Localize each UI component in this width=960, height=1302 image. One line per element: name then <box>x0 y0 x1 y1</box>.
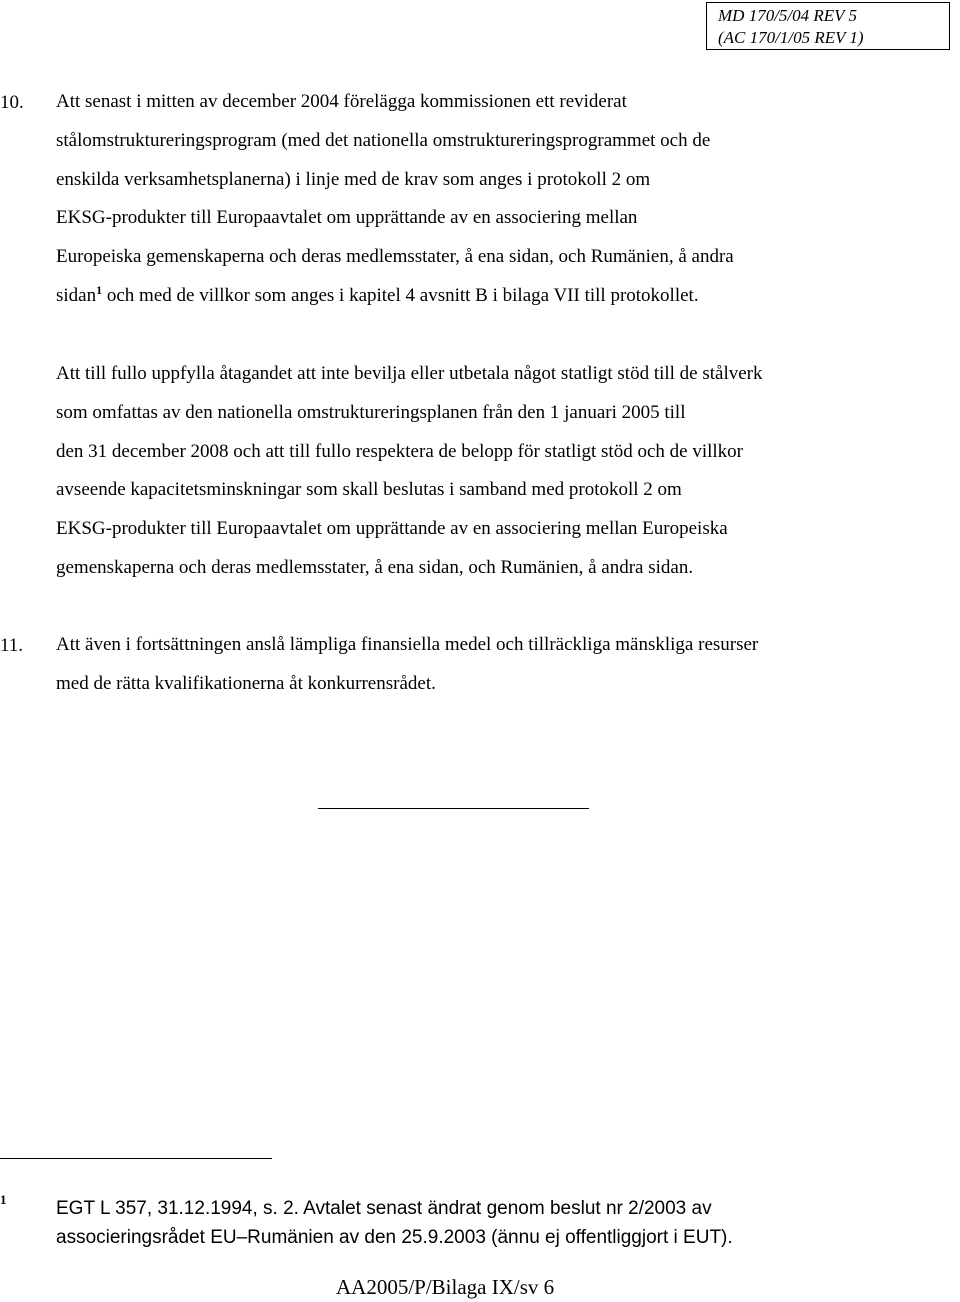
text-line: gemenskaperna och deras medlemsstater, å ena sidan, och Rumänien, å andra sidan. <box>56 556 694 578</box>
footnote-text <box>56 1194 936 1252</box>
section-end-rule <box>318 808 589 809</box>
text-line: avseende kapacitetsminskningar som skall beslutas i samband med protokoll 2 om <box>56 479 682 501</box>
footnote-line-1: EGT L 357, 31.12.1994, s. 2. Avtalet senast ändrat genom beslut nr 2/2003 av <box>56 1198 712 1219</box>
item-11-paragraph <box>56 626 936 704</box>
text-line: stålomstruktureringsprogram (med det nationella omstruktureringsprogrammet och de <box>56 129 711 151</box>
text-fragment: sidan <box>56 284 97 306</box>
document-reference-box <box>706 2 950 50</box>
footnote-line-2: associeringsrådet EU–Rumänien av den 25.9.2003 (ännu ej offentliggjort i EUT). <box>56 1227 733 1248</box>
text-line: Att även i fortsättningen anslå lämpliga finansiella medel och tillräckliga mänskliga resurser <box>56 634 759 655</box>
reference-line-1: MD 170/5/04 REV 5 <box>718 6 857 25</box>
text-line: Europeiska gemenskaperna och deras medlemsstater, å ena sidan, och Rumänien, å andra <box>56 246 734 268</box>
text-line: enskilda verksamhetsplanerna) i linje med de krav som anges i protokoll 2 om <box>56 168 651 190</box>
reference-line-2: (AC 170/1/05 REV 1) <box>718 28 864 47</box>
item-10-paragraph-1 <box>56 83 936 316</box>
footnote-mark: 1 <box>0 1192 7 1207</box>
text-fragment: och med de villkor som anges i kapitel 4 avsnitt B i bilaga VII till protokollet. <box>102 284 699 306</box>
item-10-number: 10. <box>0 92 24 113</box>
text-line-with-footnote <box>56 277 936 316</box>
item-11-number: 11. <box>0 635 24 656</box>
text-line: EKSG-produkter till Europaavtalet om upprättande av en associering mellan <box>56 207 638 229</box>
page-footer: AA2005/P/Bilaga IX/sv 6 <box>336 1275 555 1299</box>
text-line: Att till fullo uppfylla åtagandet att inte bevilja eller utbetala något statligt stöd till de stålverk <box>56 363 763 384</box>
footnote-reference[interactable]: 1 <box>96 282 103 297</box>
text-line: EKSG-produkter till Europaavtalet om upprättande av en associering mellan Europeiska <box>56 518 728 540</box>
text-line: med de rätta kvalifikationerna åt konkurrensrådet. <box>56 672 436 694</box>
text-line: Att senast i mitten av december 2004 förelägga kommissionen ett reviderat <box>56 91 627 112</box>
text-line: den 31 december 2008 och att till fullo respektera de belopp för statligt stöd och de villkor <box>56 440 743 462</box>
item-10-paragraph-2 <box>56 355 936 588</box>
text-line: som omfattas av den nationella omstruktureringsplanen från den 1 januari 2005 till <box>56 401 686 423</box>
footnote-separator <box>0 1158 272 1159</box>
